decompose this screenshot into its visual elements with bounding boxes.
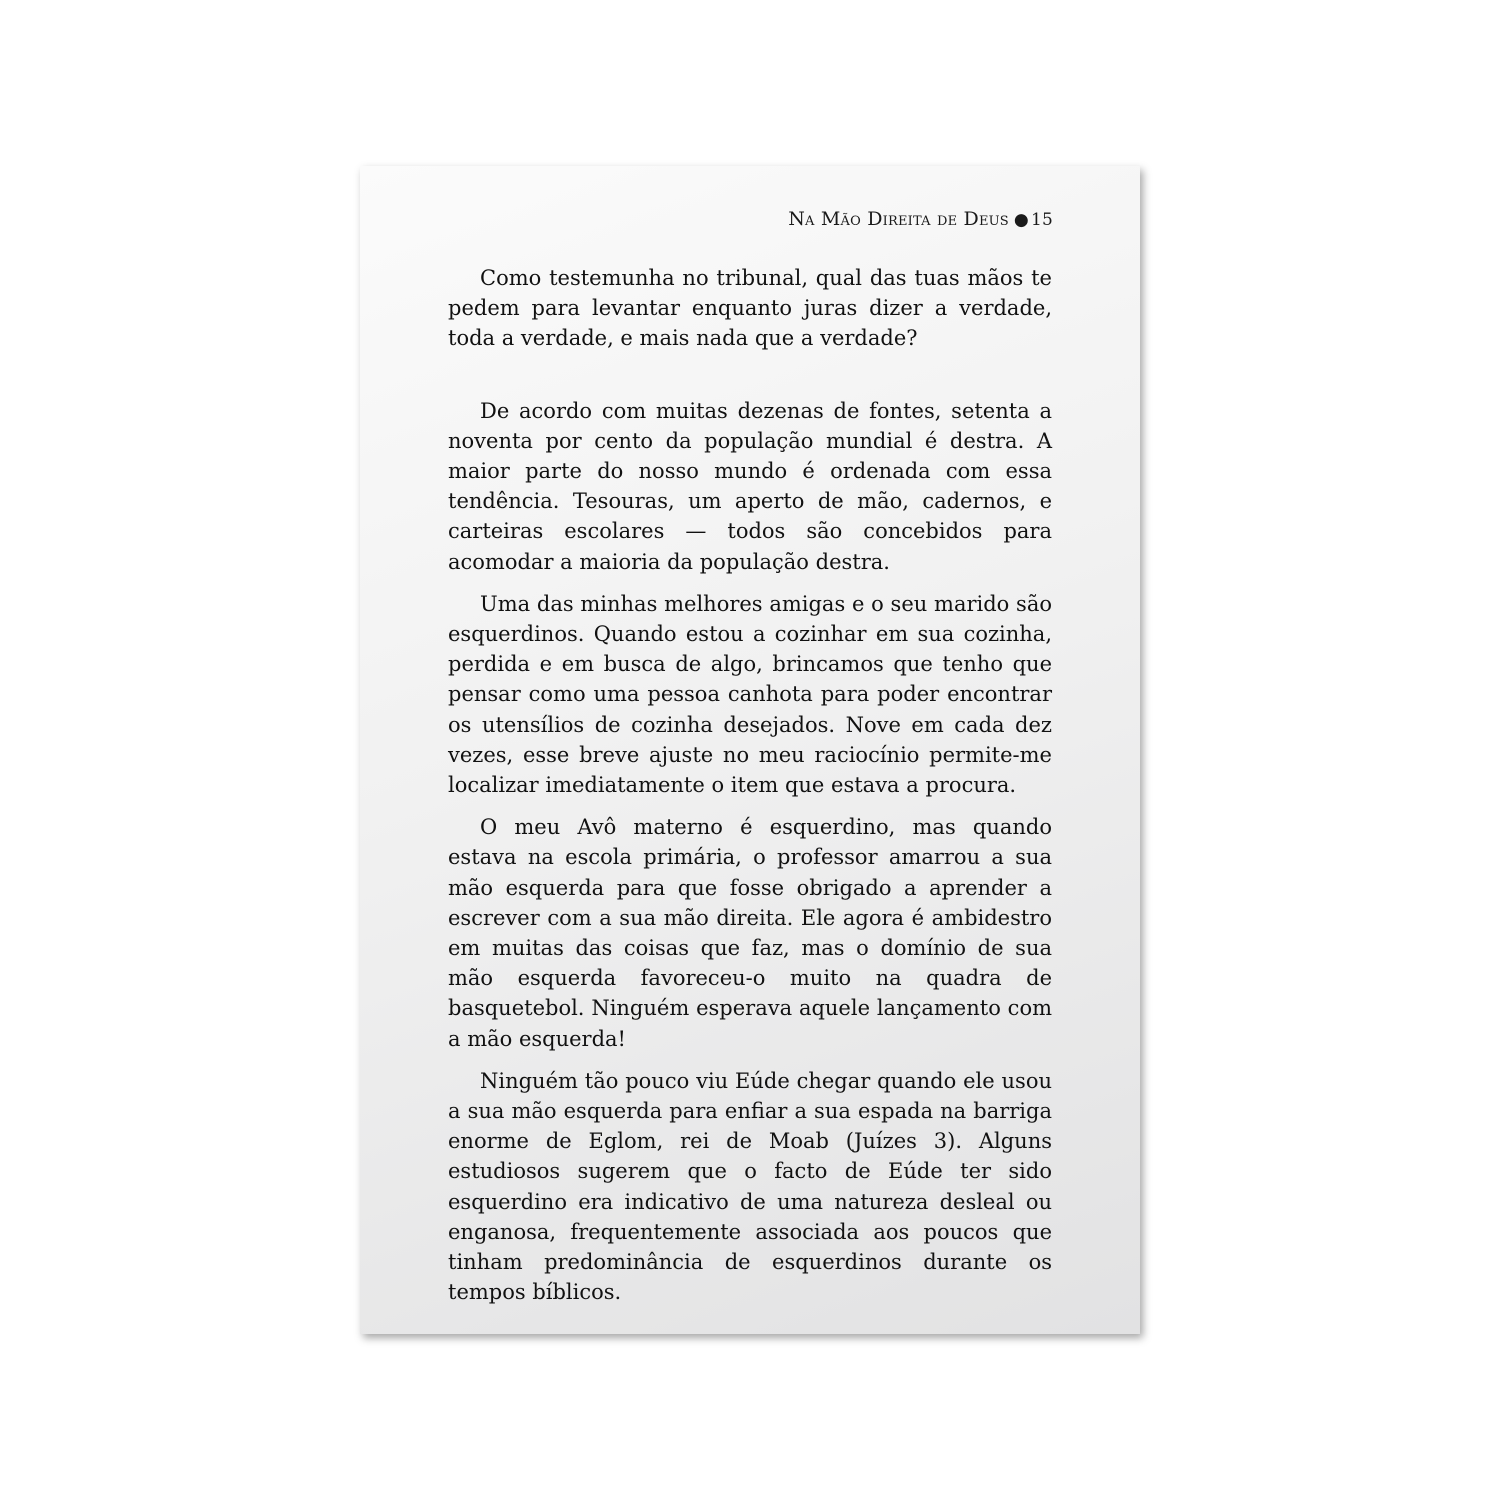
page-number: 15 — [1030, 210, 1053, 230]
book-page — [360, 166, 1140, 1334]
running-title: Na Mão Direita de Deus — [788, 208, 1009, 230]
paragraph: Ninguém tão pouco viu Eúde chegar quando ele usou a sua mão esquerda para enfiar a sua espada na barriga enorme de Eglom, rei de Moab (Juízes 3). Alguns estudiosos sugerem que o facto de Eúde ter sido esquerdino era indicativo de uma natureza desleal ou enganosa, frequentemente associada aos poucos que tinham predominância de esquerdinos durante os tempos bíblicos. — [448, 1068, 1052, 1305]
paragraph: Uma das minhas melhores amigas e o seu marido são esquerdinos. Quando estou a cozinhar em sua cozinha, perdida e em busca de algo, brincamos que tenho que pensar como uma pessoa canhota para poder encontrar os utensílios de cozinha desejados. Nove em cada dez vezes, esse breve ajuste no meu raciocínio permite-me localizar imediatamente o item que estava a procura. — [448, 591, 1052, 798]
body-text — [448, 263, 1052, 1320]
paragraph-question: Como testemunha no tribunal, qual das tuas mãos te pedem para levantar enquanto juras dizer a verdade, toda a verdade, e mais nada que a verdade? — [448, 266, 1052, 351]
paragraph: De acordo com muitas dezenas de fontes, setenta a noventa por cento da população mundial é destra. A maior parte do nosso mundo é ordenada com essa tendência. Tesouras, um aperto de mão, cadernos, e carteiras escolares — todos são concebidos para acomodar a maioria da população destra. — [448, 398, 1052, 574]
paragraph: O meu Avô materno é esquerdino, mas quando estava na escola primária, o professor amarrou a sua mão esquerda para que fosse obrigado a aprender a escrever com a sua mão direita. Ele agora é ambidestro em muitas das coisas que faz, mas o domínio de sua mão esquerda favoreceu-o muito na quadra de basquetebol. Ninguém esperava aquele lançamento com a mão esquerda! — [448, 815, 1052, 1051]
running-header — [788, 208, 1053, 230]
bullet-separator: ● — [1013, 210, 1029, 230]
